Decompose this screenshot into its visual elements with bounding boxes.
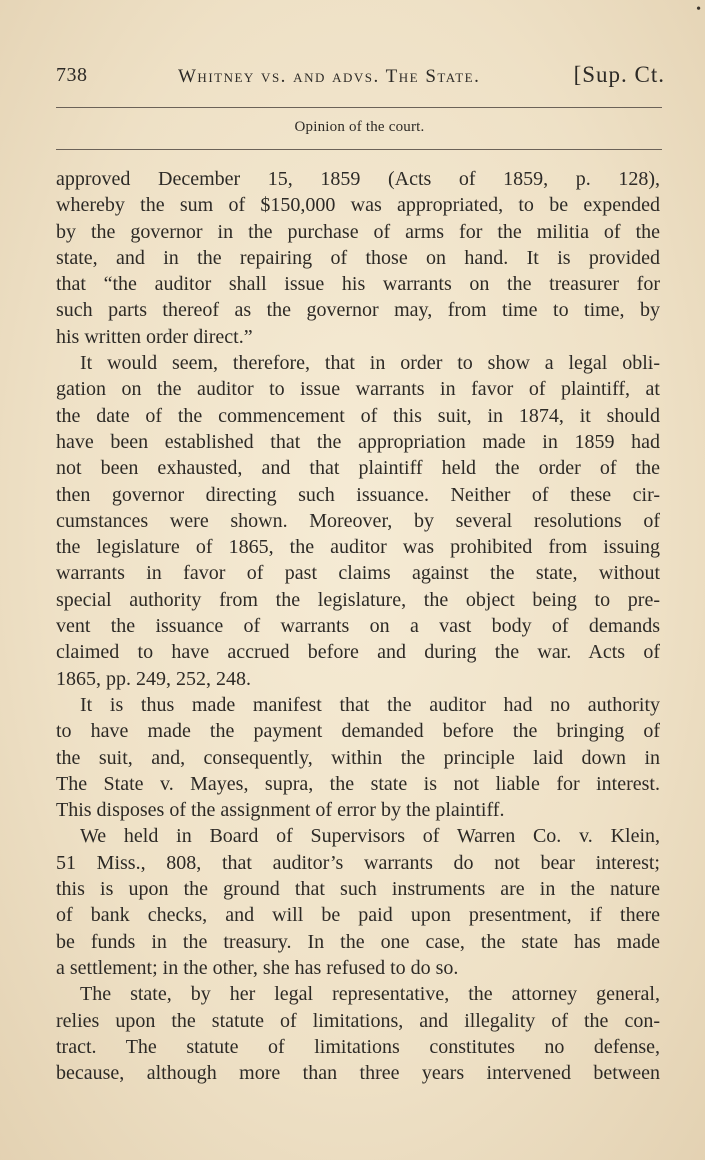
header-rule-top: [56, 107, 662, 108]
text-line: We held in Board of Supervisors of Warren Co. v. Klein,: [80, 825, 660, 848]
text-line: state, and in the repairing of those on hand. It is provided: [56, 246, 660, 269]
text-line: be funds in the treasury. In the one case, the state has made: [56, 930, 660, 953]
text-line: this is upon the ground that such instruments are in the nature: [56, 878, 660, 901]
text-line: gation on the auditor to issue warrants in favor of plaintiff, at: [56, 378, 660, 401]
text-line: such parts thereof as the governor may, from time to time, by: [56, 299, 660, 322]
text-line: tract. The statute of limitations constitutes no defense,: [56, 1035, 660, 1058]
text-line: a settlement; in the other, she has refused to do so.: [56, 956, 459, 979]
text-line: The State v. Mayes, supra, the state is not liable for interest.: [56, 772, 660, 795]
text-line: approved December 15, 1859 (Acts of 1859, p. 128),: [56, 168, 660, 190]
text-line: cumstances were shown. Moreover, by several resolutions of: [56, 509, 660, 532]
text-line: by the governor in the purchase of arms for the militia of the: [56, 220, 660, 243]
text-line: because, although more than three years intervened between: [56, 1062, 660, 1085]
text-line: This disposes of the assignment of error by the plaintiff.: [56, 799, 505, 822]
text-line: the date of the commencement of this suit, in 1874, it should: [56, 404, 660, 427]
text-line: 1865, pp. 249, 252, 248.: [56, 667, 251, 690]
text-line: It would seem, therefore, that in order to show a legal obli-: [80, 352, 660, 375]
text-line: relies upon the statute of limitations, and illegality of the con-: [56, 1009, 660, 1032]
text-line: warrants in favor of past claims against the state, without: [56, 562, 660, 585]
text-line: claimed to have accrued before and during the war. Acts of: [56, 641, 660, 664]
edge-mark: •: [696, 2, 701, 17]
text-line: It is thus made manifest that the auditor had no authority: [80, 693, 660, 716]
text-line: that “the auditor shall issue his warrants on the treasurer for: [56, 273, 660, 296]
text-line: 51 Miss., 808, that auditor’s warrants do not bear interest;: [56, 851, 660, 874]
text-line: of bank checks, and will be paid upon presentment, if there: [56, 904, 660, 927]
court-label: [Sup. Ct.: [573, 62, 665, 87]
text-line: whereby the sum of $150,000 was appropriated, to be expended: [56, 194, 660, 217]
text-line: to have made the payment demanded before the bringing of: [56, 720, 660, 743]
text-line: the legislature of 1865, the auditor was prohibited from issuing: [56, 536, 660, 559]
text-line: vent the issuance of warrants on a vast body of demands: [56, 615, 660, 638]
text-line: special authority from the legislature, the object being to pre-: [56, 588, 660, 611]
text-line: The state, by her legal representative, the attorney general,: [80, 983, 660, 1006]
text-line: not been exhausted, and that plaintiff held the order of the: [56, 457, 660, 480]
body-text: [56, 166, 660, 1086]
page-header: [56, 60, 665, 94]
text-line: then governor directing such issuance. Neither of these cir-: [56, 483, 660, 506]
text-line: have been established that the appropriation made in 1859 had: [56, 430, 660, 453]
text-line: his written order direct.”: [56, 325, 253, 348]
text-line: the suit, and, consequently, within the principle laid down in: [56, 746, 660, 769]
header-rule-bottom: [56, 149, 662, 150]
running-head: Whitney vs. and advs. The State.: [178, 66, 481, 87]
page-number: 738: [56, 64, 88, 86]
section-subhead: Opinion of the court.: [294, 119, 425, 135]
